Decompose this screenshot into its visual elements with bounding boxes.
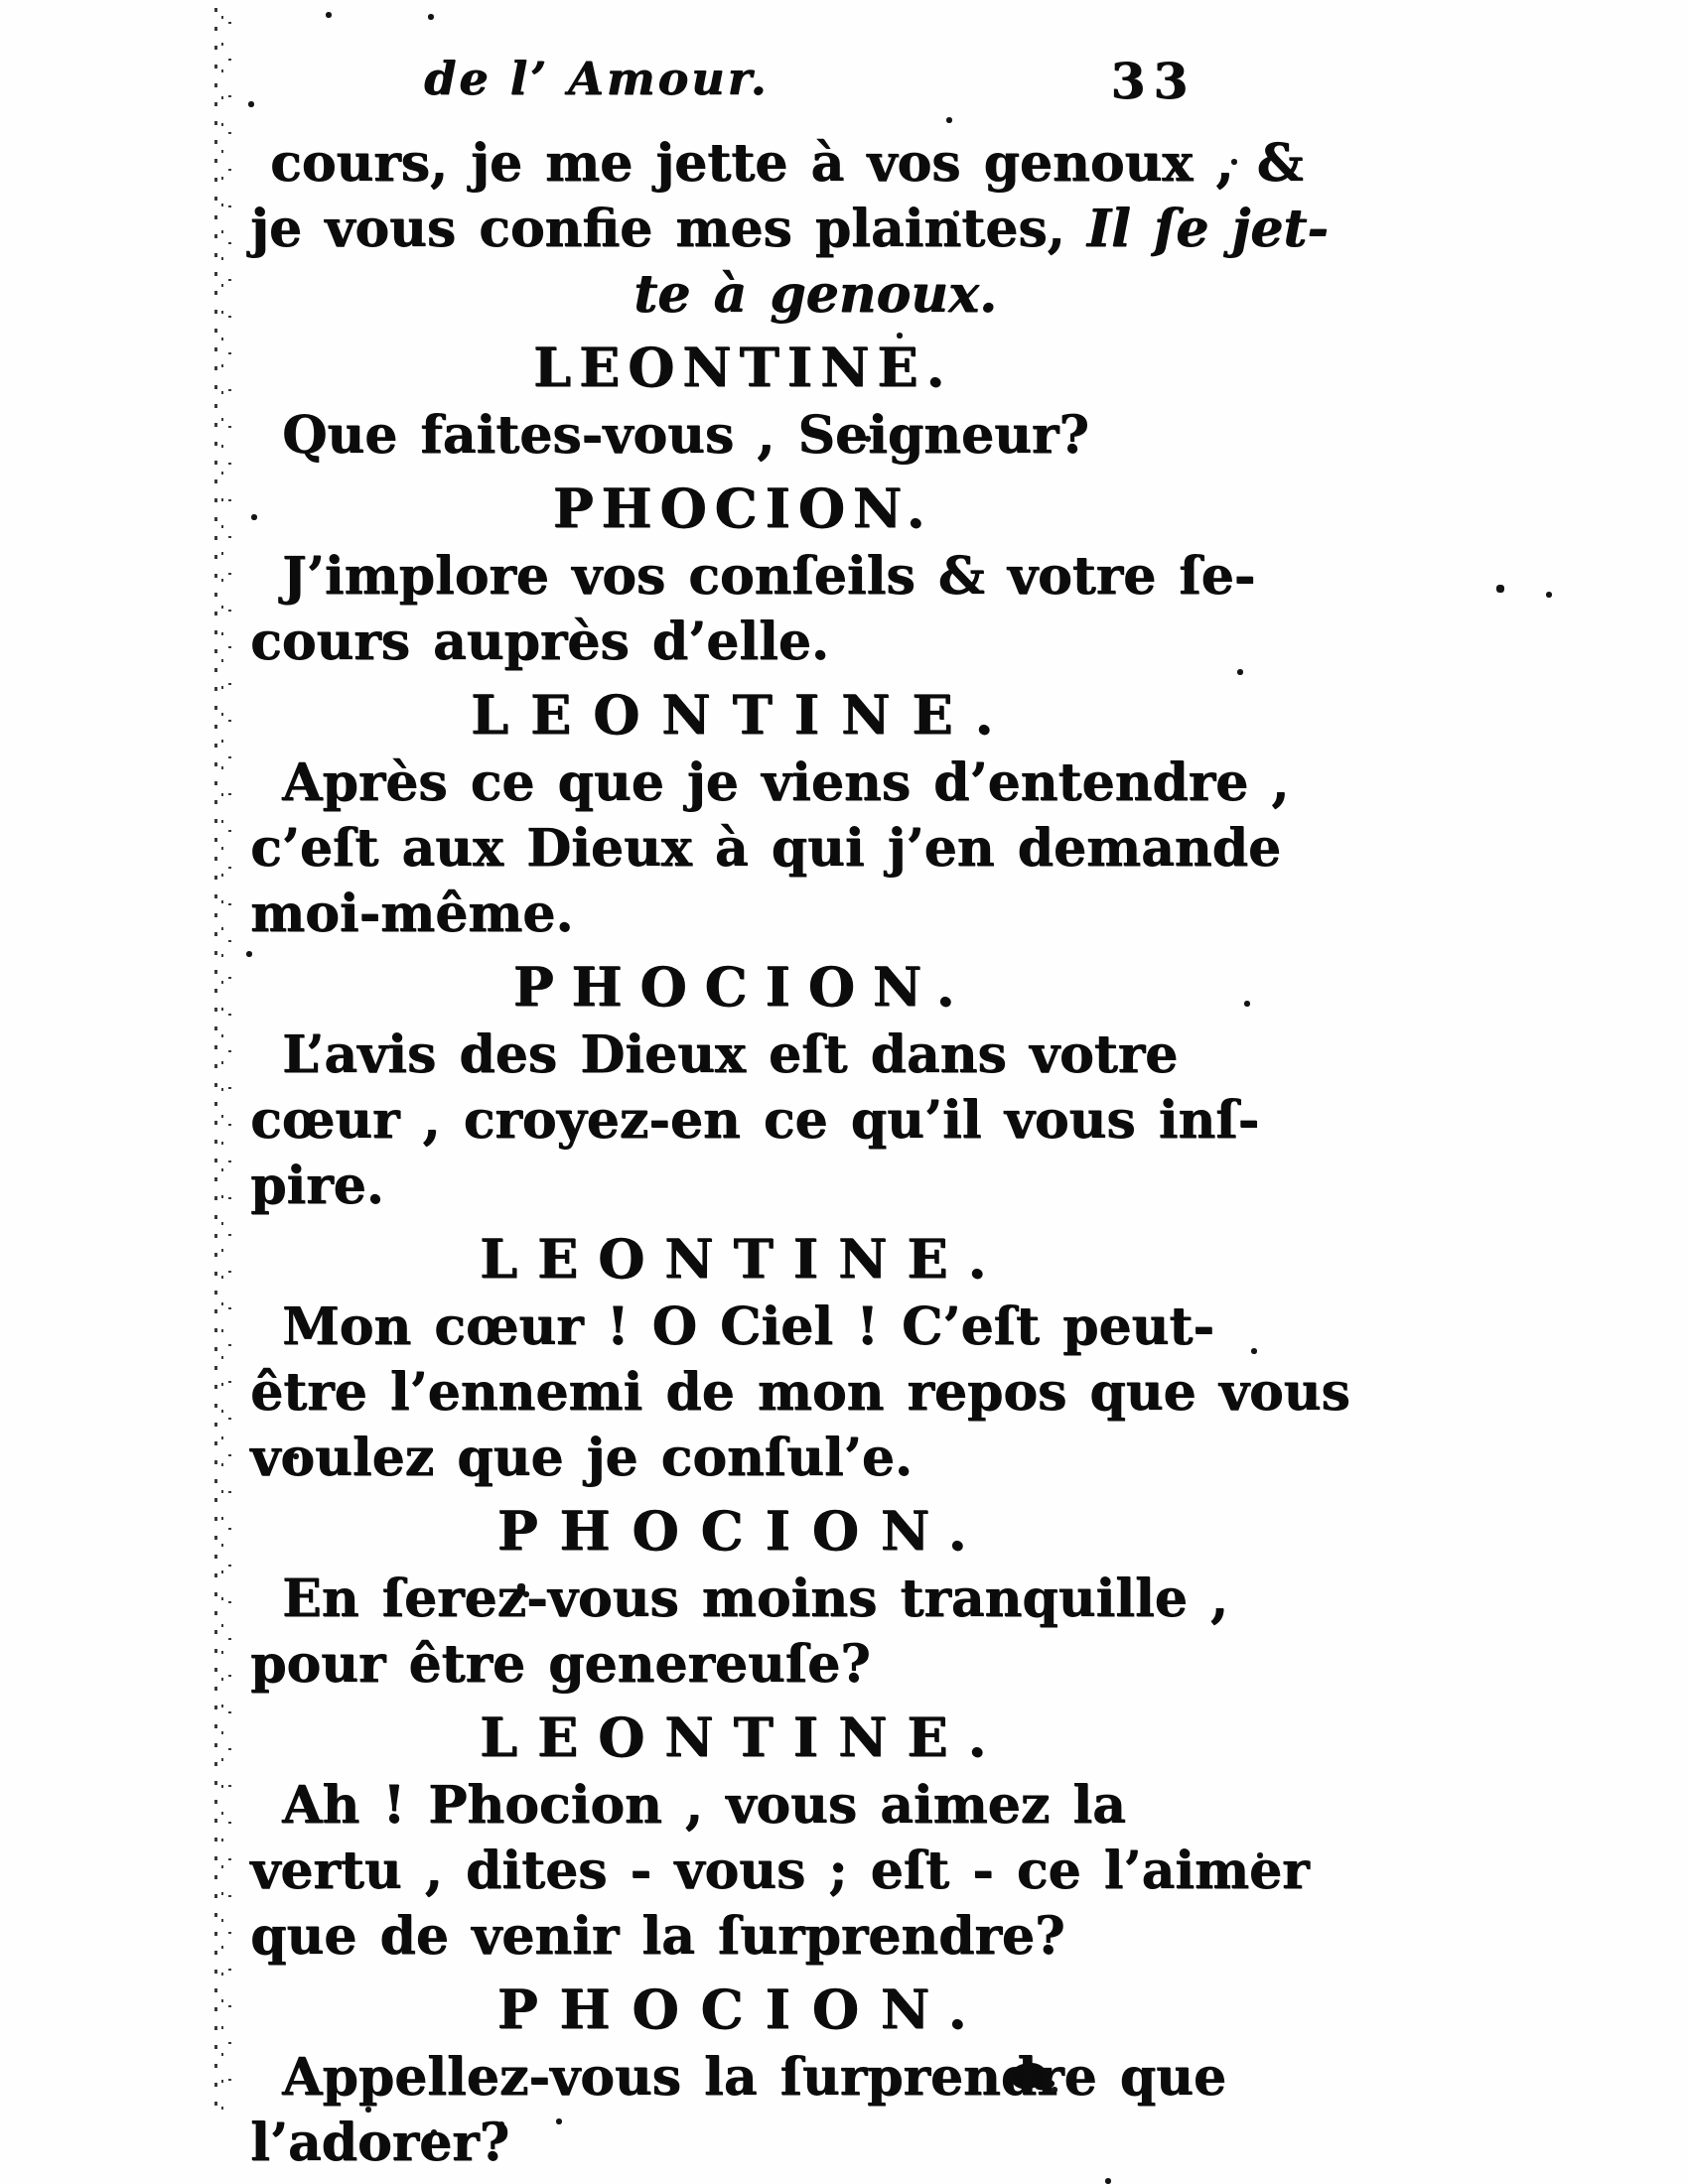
speaker-heading: PHOCION.: [496, 1499, 989, 1563]
dialogue-line: pire.: [250, 1156, 384, 1216]
dialogue-line: L’avis des Dieux eſt dans votre: [282, 1024, 1179, 1085]
dialogue-line: J’implore vos conſeils & votre ſe-: [282, 546, 1256, 607]
speech: [250, 473, 1256, 675]
dialogue-line: vertu , dites - vous ; eſt - ce l’aimer: [250, 1841, 1310, 1901]
dialogue-line: l’adorer?: [250, 2113, 509, 2173]
speech: [250, 679, 1290, 947]
dialogue-line: c’eſt aux Dieux à qui j’en demande: [250, 818, 1281, 879]
speech: [250, 332, 1235, 469]
stage-direction-start: Il ſe jet-: [1086, 199, 1329, 259]
speaker-heading: LEONTINE.: [470, 683, 1016, 747]
dialogue-line: voulez que je conſul’e.: [250, 1428, 913, 1488]
speech: [250, 1223, 1350, 1491]
speaker-heading: PHOCION.: [552, 477, 933, 540]
speech: [250, 1702, 1310, 1970]
dialogue-line: Mon cœur ! O Ciel ! C’eſt peut-: [282, 1297, 1214, 1357]
speaker-heading: LEONTINE.: [532, 336, 953, 399]
text-block: [250, 52, 1350, 2176]
dialogue-line: Appellez-vous la ſurprendre que: [282, 2047, 1226, 2108]
speech: [250, 1495, 1235, 1698]
dialogue-line: Ah ! Phocion , vous aimez la: [282, 1775, 1126, 1836]
speaker-heading: LEONTINE.: [479, 1227, 1007, 1291]
dialogue-line: Après ce que je viens d’entendre ,: [282, 752, 1290, 813]
speaker-heading: PHOCION.: [496, 1978, 989, 2041]
speech: [250, 951, 1260, 1219]
speech: [250, 1974, 1235, 2176]
dialogue-line: Que faites-vous , Seigneur?: [282, 405, 1089, 466]
opening-line-roman: je vous confie mes plaintes,: [250, 199, 1065, 259]
dialogue-line: En ſerez-vous moins tranquille ,: [282, 1569, 1228, 1629]
scan-noise-strip: [211, 8, 234, 2113]
dialogue-line: que de venir la ſurprendre?: [250, 1906, 1065, 1967]
dialogue-line: cœur , croyez-en ce qu’il vous inſ-: [250, 1090, 1260, 1151]
speaker-heading: LEONTINE.: [479, 1706, 1007, 1769]
opening-line: [250, 197, 1329, 262]
dialogue-line: cours auprès d’elle.: [250, 612, 829, 672]
speaker-heading: PHOCION.: [512, 955, 973, 1019]
dialogue-line: moi-même.: [250, 884, 574, 944]
opening-line: cours, je me jette à vos genoux , &: [270, 133, 1304, 194]
page-number: 33: [1110, 52, 1196, 110]
scan-specks: [0, 0, 2, 2]
stage-direction-end: te à genoux.: [633, 264, 997, 325]
dialogue-line: pour être genereuſe?: [250, 1634, 871, 1695]
dialogue-line: être l’ennemi de mon repos que vous: [250, 1362, 1350, 1423]
running-head: [250, 52, 1235, 131]
running-title: de l’ Amour.: [424, 52, 770, 105]
